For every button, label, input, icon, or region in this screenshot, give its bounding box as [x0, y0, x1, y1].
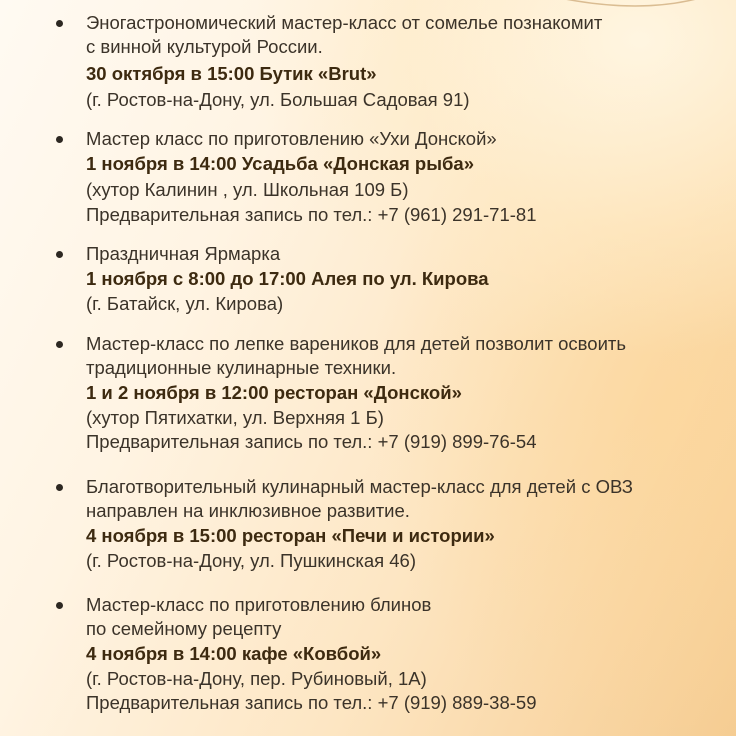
event-address: (г. Ростов-на-Дону, пер. Рубиновый, 1А): [86, 668, 427, 689]
event-description: по семейному рецепту: [86, 618, 282, 639]
bullet-icon: [56, 251, 63, 258]
event-datetime-venue: 1 и 2 ноября в 12:00 ресторан «Донской»: [86, 382, 462, 403]
bullet-icon: [56, 602, 63, 609]
event-datetime-venue: 4 ноября в 14:00 кафе «Ковбой»: [86, 643, 382, 664]
event-description: Мастер-класс по лепке вареников для детей позволит освоить: [86, 333, 627, 354]
event-description: Благотворительный кулинарный мастер-класс для детей с ОВЗ: [86, 476, 633, 497]
event-phone: Предварительная запись по тел.: +7 (919) 899-76-54: [86, 431, 537, 452]
event-address: (г. Ростов-на-Дону, ул. Пушкинская 46): [86, 550, 417, 571]
event-datetime-venue: 4 ноября в 15:00 ресторан «Печи и истории»: [86, 525, 495, 546]
bullet-icon: [56, 484, 63, 491]
event-address: (хутор Калинин , ул. Школьная 109 Б): [86, 179, 409, 200]
event-description: направлен на инклюзивное развитие.: [86, 500, 410, 521]
bullet-icon: [56, 20, 63, 27]
event-datetime-venue: 1 ноября с 8:00 до 17:00 Алея по ул. Кирова: [86, 268, 489, 289]
event-phone: Предварительная запись по тел.: +7 (919) 889-38-59: [86, 692, 537, 713]
event-address: (г. Ростов-на-Дону, ул. Большая Садовая 91): [86, 89, 470, 110]
event-description: Мастер класс по приготовлению «Ухи Донской»: [86, 128, 497, 149]
event-datetime-venue: 30 октября в 15:00 Бутик «Brut»: [86, 63, 377, 84]
bullet-icon: [56, 341, 63, 348]
bullet-icon: [56, 136, 63, 143]
event-description: традиционные кулинарные техники.: [86, 357, 397, 378]
event-description: Мастер-класс по приготовлению блинов: [86, 594, 432, 615]
event-phone: Предварительная запись по тел.: +7 (961) 291-71-81: [86, 204, 537, 225]
event-datetime-venue: 1 ноября в 14:00 Усадьба «Донская рыба»: [86, 153, 475, 174]
event-address: (г. Батайск, ул. Кирова): [86, 293, 284, 314]
event-description: с винной культурой России.: [86, 36, 323, 57]
event-description: Праздничная Ярмарка: [86, 243, 281, 264]
event-address: (хутор Пятихатки, ул. Верхняя 1 Б): [86, 407, 384, 428]
event-description: Эногастрономический мастер-класс от сомелье познакомит: [86, 12, 603, 33]
